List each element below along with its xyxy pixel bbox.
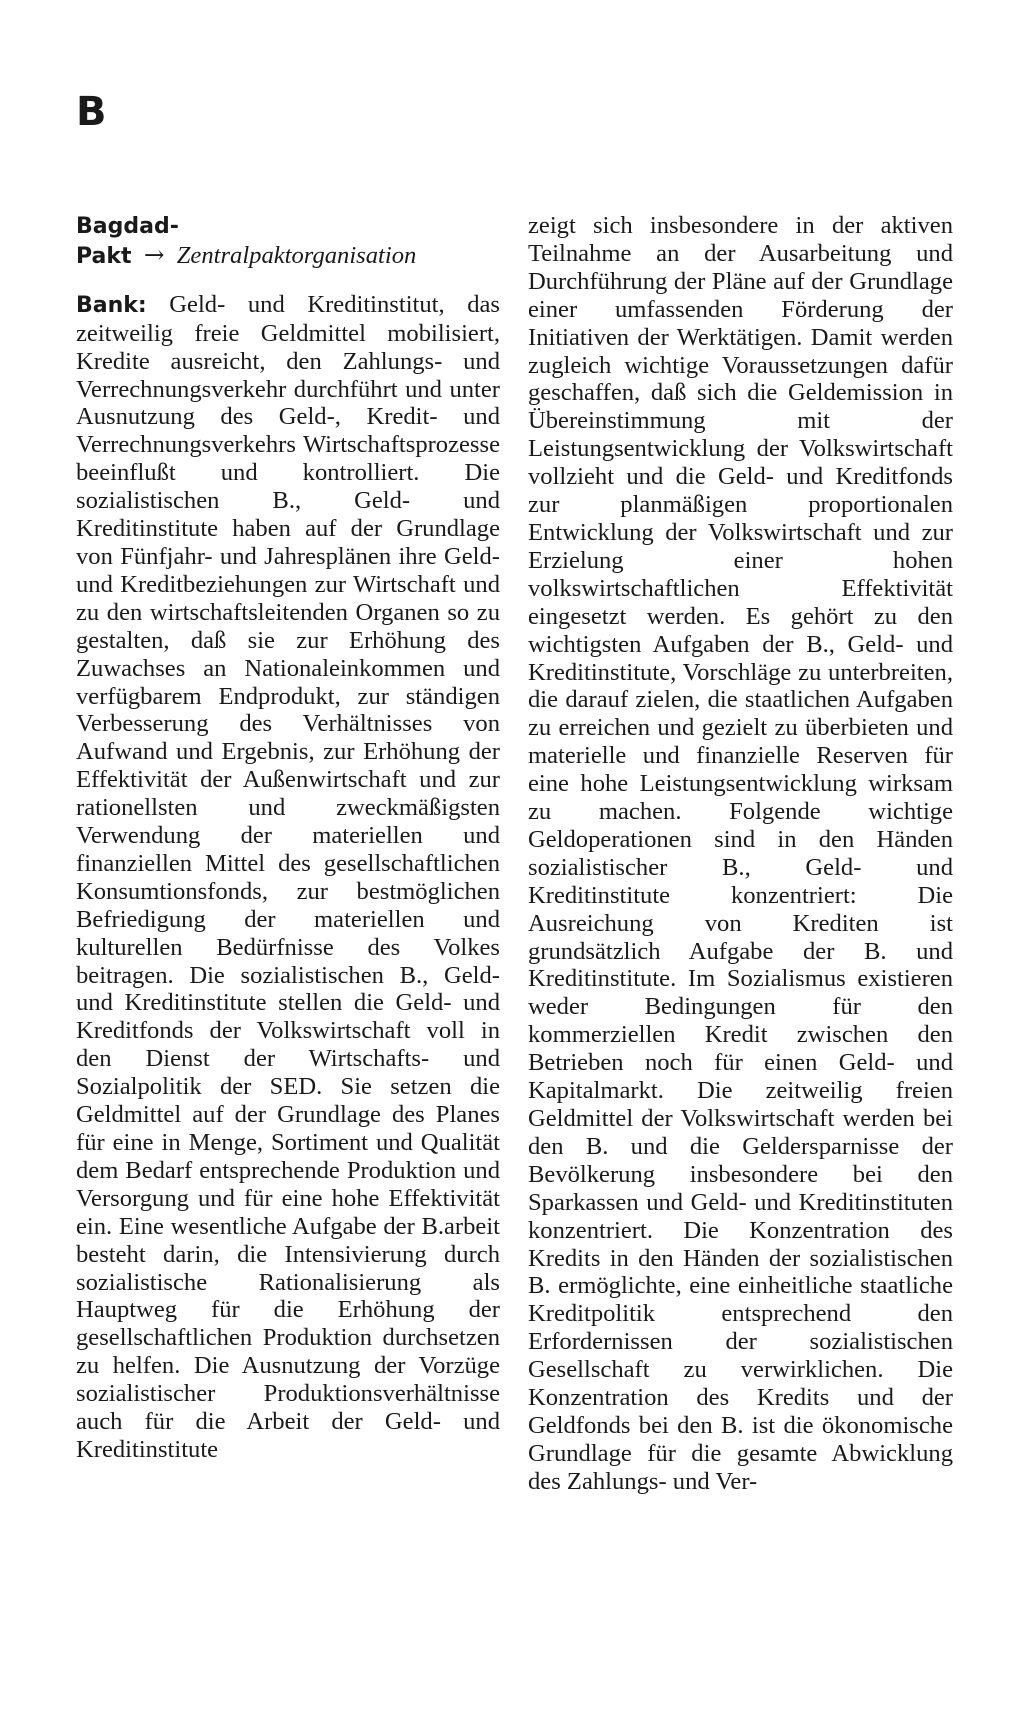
entry-bank: [76, 291, 500, 1464]
headword: Bank:: [76, 292, 147, 318]
cross-reference: Zentralpaktorganisation: [176, 241, 417, 269]
column-right: [528, 212, 953, 1496]
entry-text-continued: zeigt sich insbesondere in der aktiven Teilnahme an der Ausarbeitung und Durchführung der Pläne auf der Grundlage einer umfassenden Förderung der Initiativen der Werktätigen. Damit werden zugleich wichtige Voraussetzungen dafür geschaffen, daß sich die Geldemission in Übereinstimmung mit der Leistungsentwicklung der Volkswirtschaft vollzieht und die Geld- und Kreditfonds zur planmäßigen proportionalen Entwicklung der Volkswirtschaft und zur Erzielung einer hohen volkswirtschaftlichen Effektivität eingesetzt werden. Es gehört zu den wichtigsten Aufgaben der B., Geld- und Kreditinstitute, Vorschläge zu unterbreiten, die darauf zielen, die staatlichen Aufgaben zu erreichen und gezielt zu überbieten und materielle und finanzielle Reserven für eine hohe Leistungsentwicklung wirksam zu machen. Folgende wichtige Geldoperationen sind in den Händen sozialistischer B., Geld- und Kreditinstitute konzentriert: Die Ausreichung von Krediten ist grundsätzlich Aufgabe der B. und Kreditinstitute. Im Sozialismus existieren weder Bedingungen für den kommerziellen Kredit zwischen den Betrieben noch für einen Geld- und Kapitalmarkt. Die zeitweilig freien Geldmittel der Volkswirtschaft werden bei den B. und die Geldersparnisse der Bevölkerung insbesondere bei den Sparkassen und Geld- und Kreditinstituten konzentriert. Die Konzentration des Kredits in den Händen der sozialistischen B. ermöglichte, eine einheitliche staatliche Kreditpolitik entsprechend den Erfordernissen der sozialistischen Gesellschaft zu verwirklichen. Die Konzentration des Kredits und der Geldfonds bei den B. ist die ökonomische Grundlage für die gesamte Abwicklung des Zahlungs- und Ver-: [528, 212, 953, 1495]
entry-bagdad-pakt: [76, 212, 500, 271]
section-letter: B: [76, 89, 107, 135]
arrow-icon: →: [143, 239, 165, 269]
column-left: [76, 212, 500, 1464]
headword: Bagdad-Pakt: [76, 214, 179, 269]
entry-text: Geld- und Kreditinstitut, das zeitweilig freie Geldmittel mobilisiert, Kredite ausreicht, den Zahlungs- und Verrechnungsverkehr durchführt und unter Ausnutzung des Geld-, Kredit- und Verrechnungsverkehrs Wirtschaftsprozesse beeinflußt und kontrolliert. Die sozialistischen B., Geld- und Kreditinstitute haben auf der Grundlage von Fünfjahr- und Jahresplänen ihre Geld- und Kreditbeziehungen zur Wirtschaft und zu den wirtschaftsleitenden Organen so zu gestalten, daß sie zur Erhöhung des Zuwachses an Nationaleinkommen und verfügbarem Endprodukt, zur ständigen Verbesserung des Verhältnisses von Aufwand und Ergebnis, zur Erhöhung der Effektivität der Außenwirtschaft und zur rationellsten und zweckmäßigsten Verwendung der materiellen und finanziellen Mittel des gesellschaftlichen Konsumtionsfonds, zur bestmöglichen Befriedigung der materiellen und kulturellen Bedürfnisse des Volkes beitragen. Die sozialistischen B., Geld- und Kreditinstitute stellen die Geld- und Kreditfonds der Volkswirtschaft voll in den Dienst der Wirtschafts- und Sozialpolitik der SED. Sie setzen die Geldmittel auf der Grundlage des Planes für eine in Menge, Sortiment und Qualität dem Bedarf entsprechende Produktion und Versorgung und für eine hohe Effektivität ein. Eine wesentliche Aufgabe der B.arbeit besteht darin, die Intensivierung durch sozialistische Rationalisierung als Hauptweg für die Erhöhung der gesellschaftlichen Produktion durchsetzen zu helfen. Die Ausnutzung der Vorzüge sozialistischer Produktionsverhältnisse auch für die Arbeit der Geld- und Kreditinstitute: [76, 290, 500, 1463]
